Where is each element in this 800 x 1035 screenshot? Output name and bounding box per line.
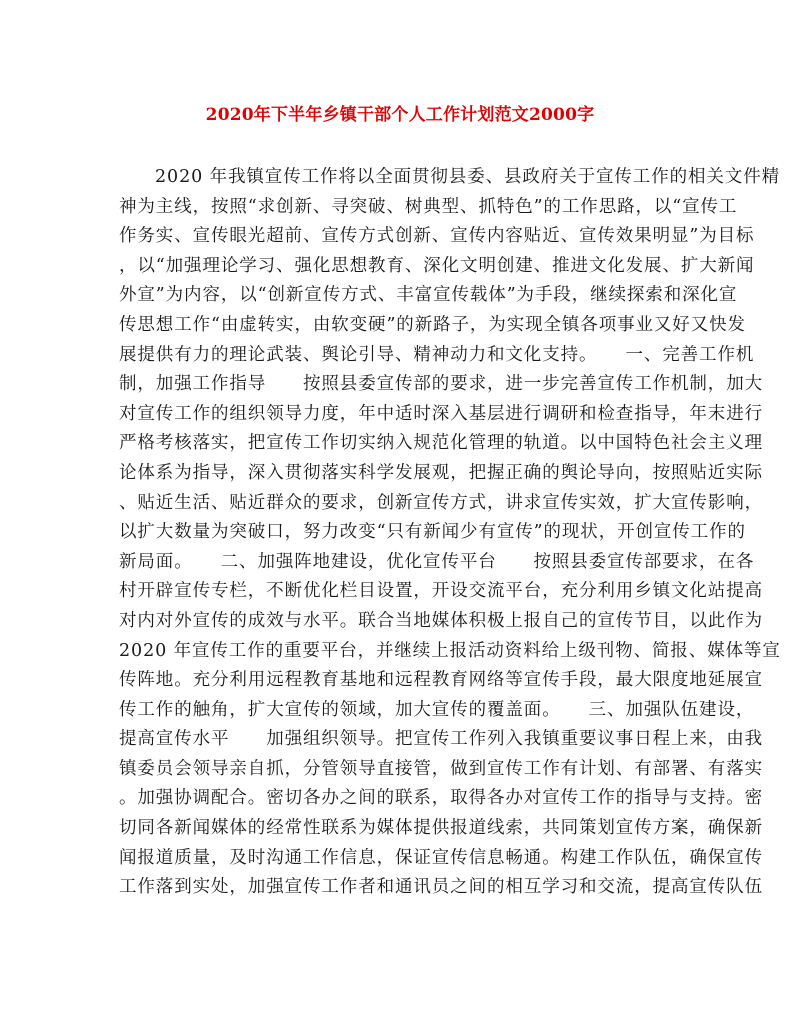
body-line: 、贴近生活、贴近群众的要求，创新宣传方式，讲求宣传实效，扩大宣传影响， bbox=[119, 492, 763, 513]
document-title: 2020年下半年乡镇干部个人工作计划范文2000字 bbox=[205, 105, 595, 125]
body-line: 作务实、宣传眼光超前、宣传方式创新、宣传内容贴近、宣传效果明显”为目标 bbox=[119, 226, 755, 247]
body-line: 展提供有力的理论武装、舆论引导、精神动力和文化支持。 一、完善工作机 bbox=[119, 344, 755, 365]
body-line: 论体系为指导，深入贯彻落实科学发展观，把握正确的舆论导向，按照贴近实际 bbox=[119, 462, 763, 483]
body-line: 村开辟宣传专栏，不断优化栏目设置，开设交流平台，充分利用乡镇文化站提高 bbox=[119, 581, 763, 602]
body-line: 传思想工作“由虚转实，由软变硬”的新路子，为实现全镇各项事业又好又快发 bbox=[119, 314, 746, 335]
body-line: 外宣”为内容，以“创新宣传方式、丰富宣传载体”为手段，继续探索和深化宣 bbox=[119, 285, 738, 306]
body-line: 以扩大数量为突破口，努力改变“只有新闻少有宣传”的现状，开创宣传工作的 bbox=[119, 522, 746, 543]
body-line: 新局面。 二、加强阵地建设，优化宣传平台 按照县委宣传部要求，在各 bbox=[119, 551, 755, 572]
body-line: 传阵地。充分利用远程教育基地和远程教育网络等宣传手段，最大限度地延展宣 bbox=[119, 670, 763, 691]
body-line: 神为主线，按照“求创新、寻突破、树典型、抓特色”的工作思路，以“宣传工 bbox=[119, 196, 738, 217]
body-line: 闻报道质量，及时沟通工作信息，保证宣传信息畅通。构建工作队伍，确保宣传 bbox=[119, 847, 763, 868]
body-line: 对宣传工作的组织领导力度，年中适时深入基层进行调研和检查指导，年末进行 bbox=[119, 403, 763, 424]
body-line: 2020 年宣传工作的重要平台，并继续上报活动资料给上级刊物、简报、媒体等宣 bbox=[119, 640, 781, 661]
body-line: 工作落到实处，加强宣传工作者和通讯员之间的相互学习和交流，提高宣传队伍 bbox=[119, 877, 763, 898]
body-line: 镇委员会领导亲自抓，分管领导直接管，做到宣传工作有计划、有部署、有落实 bbox=[119, 758, 763, 779]
body-line: 对内对外宣传的成效与水平。联合当地媒体积极上报自己的宣传节目，以此作为 bbox=[119, 610, 763, 631]
body-line: 严格考核落实，把宣传工作切实纳入规范化管理的轨道。以中国特色社会主义理 bbox=[119, 433, 763, 454]
body-line: 提高宣传水平 加强组织领导。把宣传工作列入我镇重要议事日程上来，由我 bbox=[119, 729, 763, 750]
body-line: 。加强协调配合。密切各办之间的联系，取得各办对宣传工作的指导与支持。密 bbox=[119, 788, 763, 809]
body-line: 制，加强工作指导 按照县委宣传部的要求，进一步完善宣传工作机制，加大 bbox=[119, 374, 763, 395]
body-line: ，以“加强理论学习、强化思想教育、深化文明创建、推进文化发展、扩大新闻 bbox=[119, 255, 755, 276]
body-line: 传工作的触角，扩大宣传的领域，加大宣传的覆盖面。 三、加强队伍建设， bbox=[119, 699, 755, 720]
document-body bbox=[119, 163, 781, 903]
body-line: 切同各新闻媒体的经常性联系为媒体提供报道线索，共同策划宣传方案，确保新 bbox=[119, 818, 763, 839]
body-line: 2020 年我镇宣传工作将以全面贯彻县委、县政府关于宣传工作的相关文件精 bbox=[155, 167, 780, 187]
